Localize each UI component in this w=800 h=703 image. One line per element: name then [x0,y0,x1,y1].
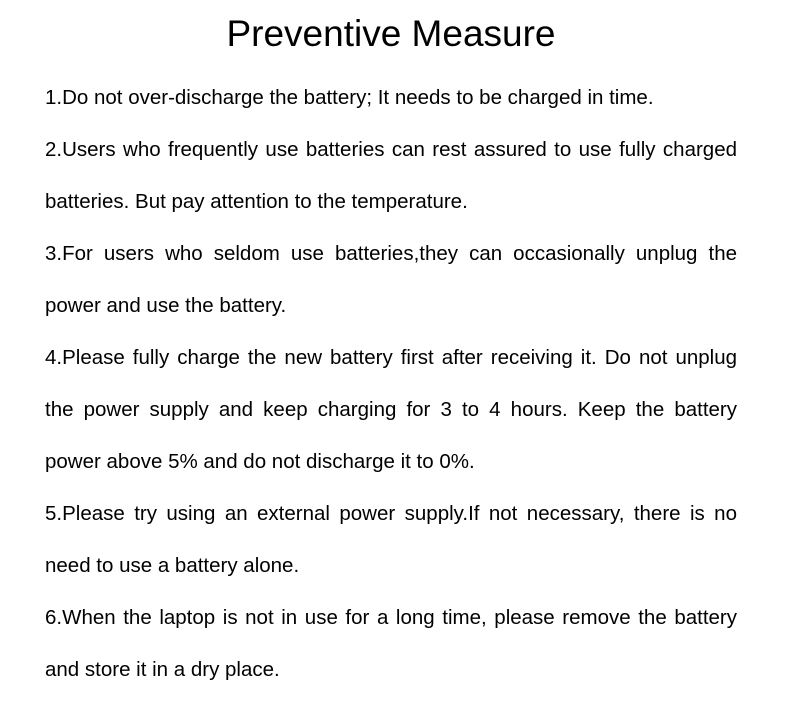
measure-item-5: 5.Please try using an external power supply.If not necessary, there is no need to use a battery alone. [45,502,737,577]
measure-item-1: 1.Do not over-discharge the battery; It needs to be charged in time. [45,86,654,109]
measure-item-3: 3.For users who seldom use batteries,they can occasionally unplug the power and use the battery. [45,242,737,317]
measure-list [45,72,737,696]
measure-item-2: 2.Users who frequently use batteries can rest assured to use fully charged batteries. But pay attention to the temperature. [45,138,737,213]
measure-item-6: 6.When the laptop is not in use for a long time, please remove the battery and store it in a dry place. [45,606,737,681]
measure-item-4: 4.Please fully charge the new battery first after receiving it. Do not unplug the power supply and keep charging for 3 to 4 hours. Keep the battery power above 5% and do not discharge it to 0%. [45,346,737,473]
page-title: Preventive Measure [226,13,556,54]
